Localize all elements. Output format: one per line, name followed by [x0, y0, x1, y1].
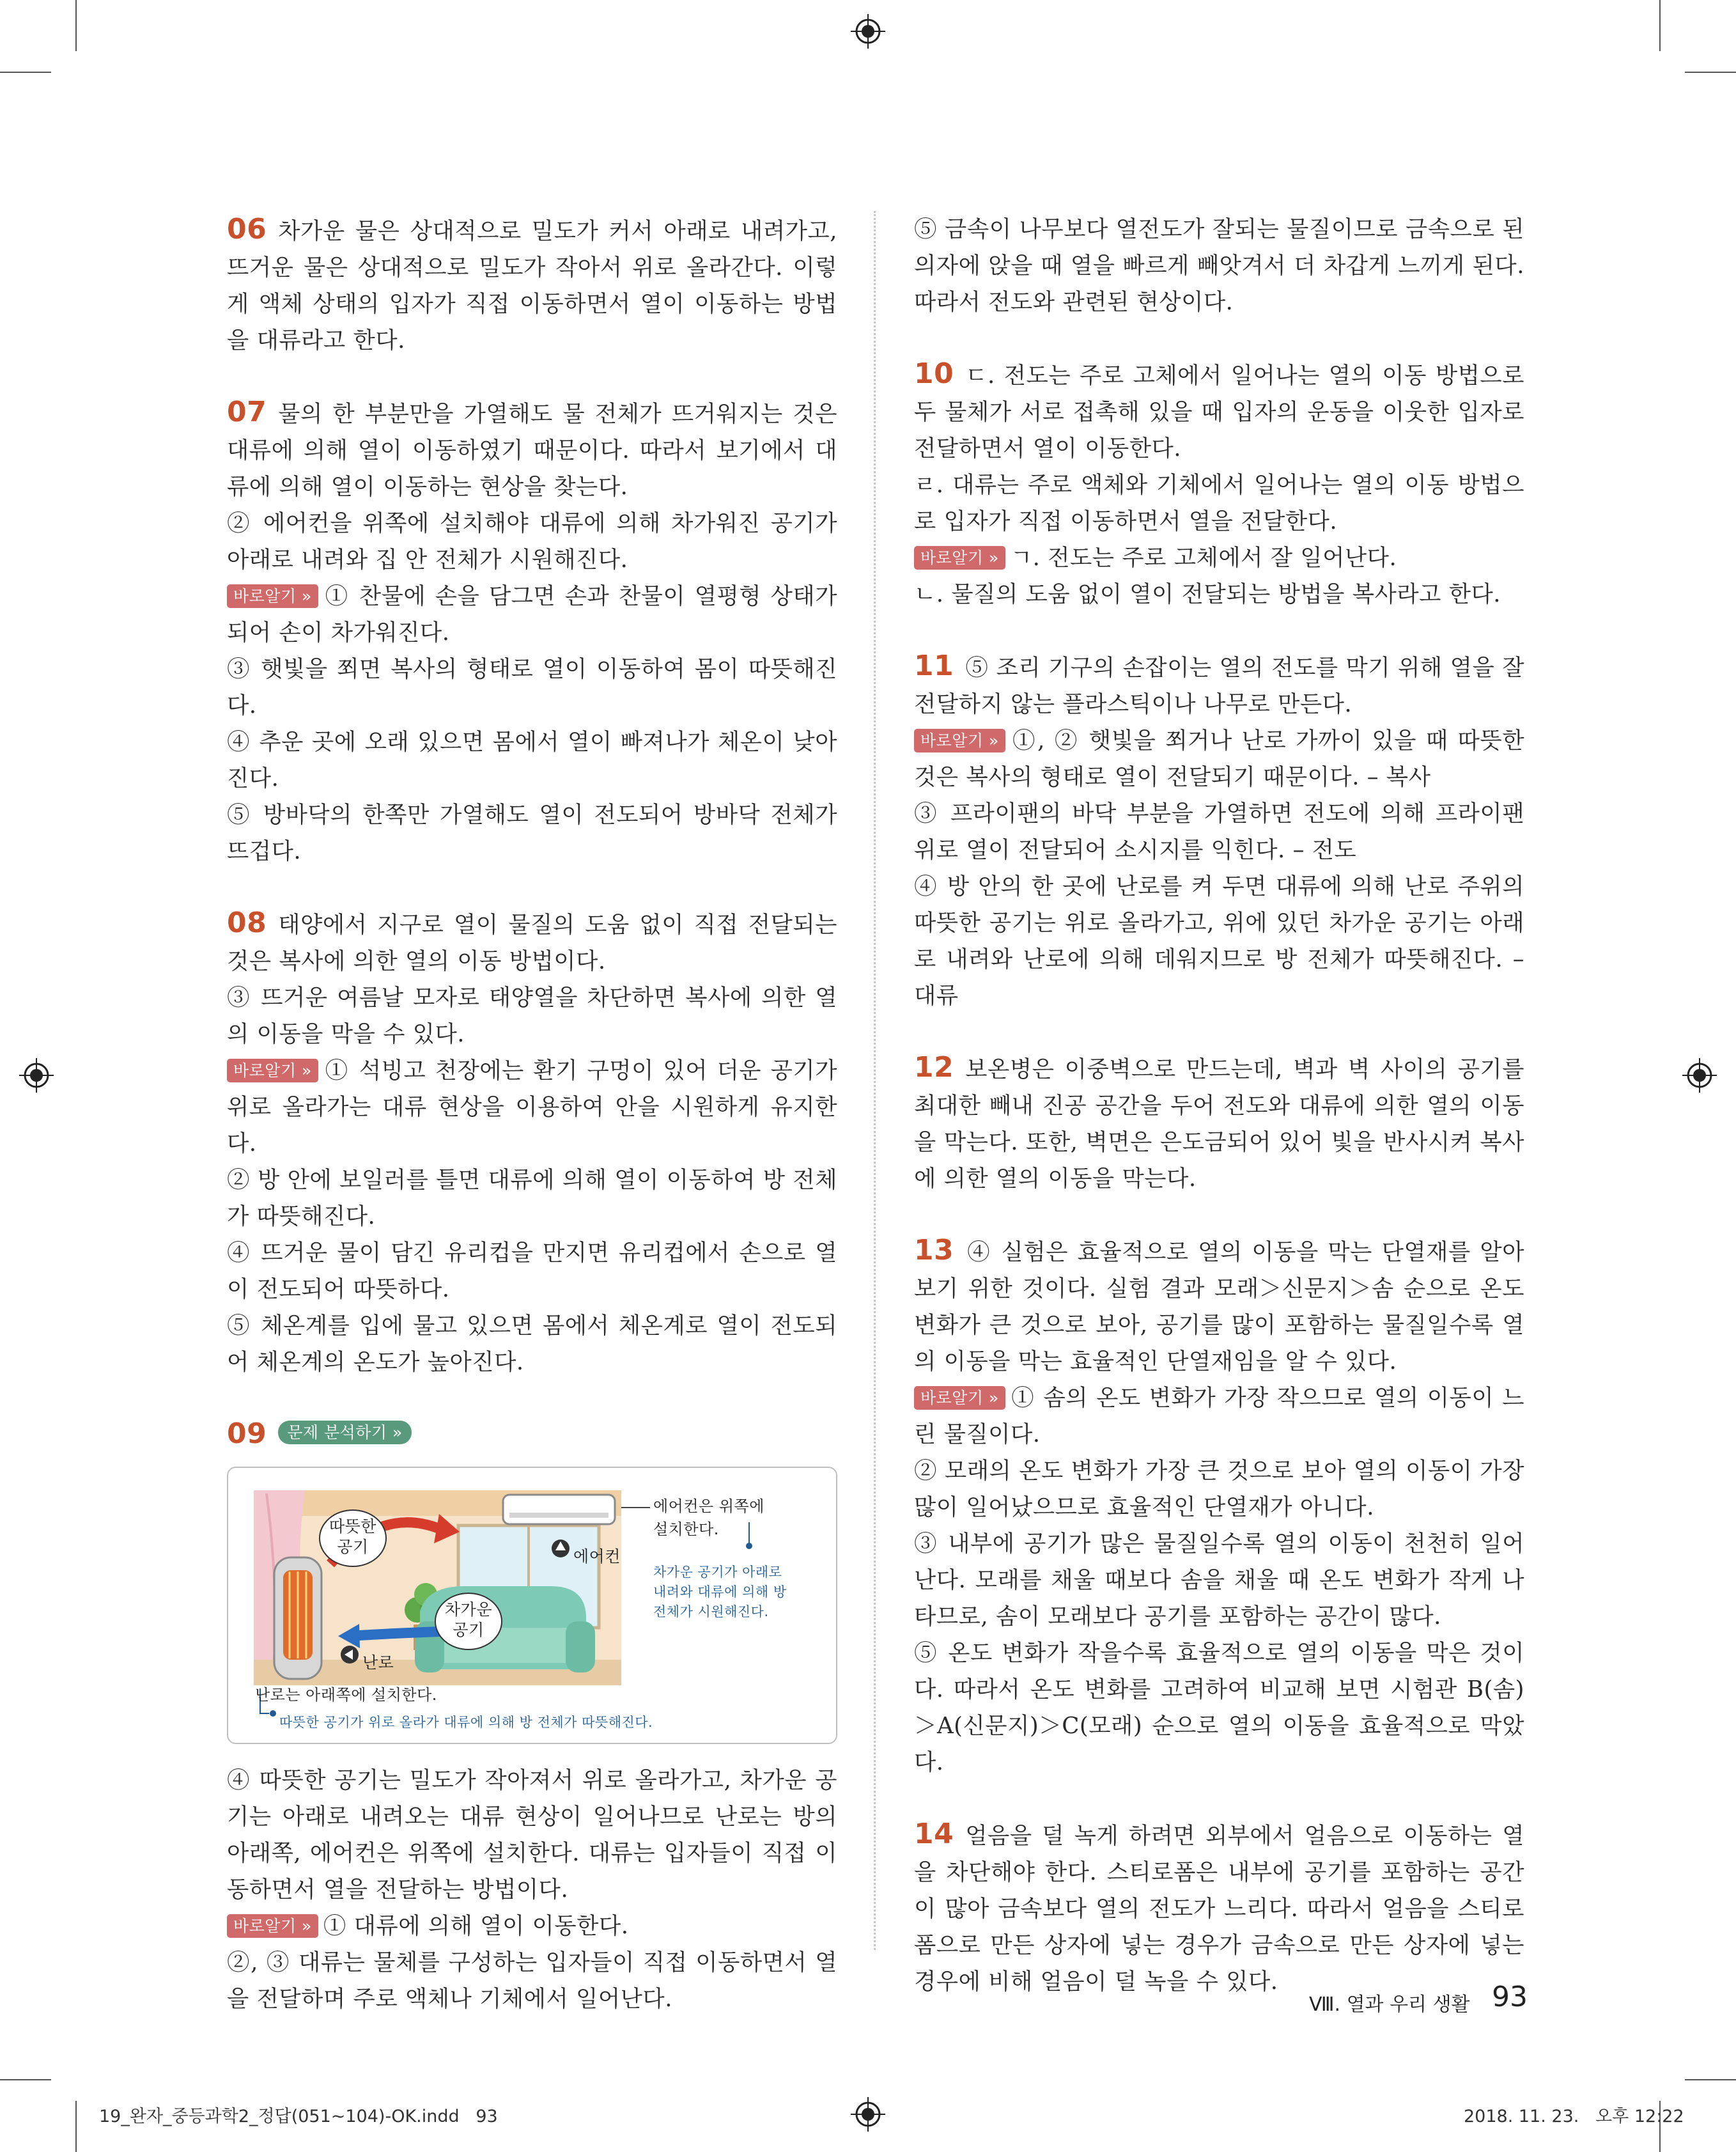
aircon-note: [653, 1495, 764, 1541]
answer-line: ①, ② 햇빛을 쬐거나 난로 가까이 있을 때 따뜻한 것은 복사의 형태로 열이 전달되기 때문이다. – 복사: [914, 728, 1524, 790]
cooling-note: [653, 1563, 787, 1622]
answer-line: ④ 추운 곳에 오래 있으면 몸에서 열이 빠져나가 체온이 낮아진다.: [227, 729, 837, 791]
answer-text: ④ 따뜻한 공기는 밀도가 작아져서 위로 올라가고, 차가운 공기는 아래로 내려오는 대류 현상이 일어나므로 난로는 방의 아래쪽, 에어컨은 위쪽에 설치한다. 대류는 입자들이 직접 이동하면서 열을 전달하는 방법이다.: [227, 1767, 837, 1903]
question-number: 11: [914, 650, 954, 682]
cold-air-label: 차가운 공기: [445, 1600, 492, 1639]
correction-tag: 바로알기 »: [227, 584, 318, 608]
answer-line: ⑤ 방바닥의 한쪽만 가열해도 열이 전도되어 방바닥 전체가 뜨겁다.: [227, 802, 837, 864]
correction-tag: 바로알기 »: [914, 546, 1005, 570]
cooling-note-line: 차가운 공기가 아래로: [653, 1564, 782, 1580]
answer-10: [914, 355, 1524, 612]
answer-line: ㄹ. 대류는 주로 액체와 기체에서 일어나는 열의 이동 방법으로 입자가 직접 이동하면서 열을 전달한다.: [914, 472, 1524, 534]
left-column: [227, 211, 837, 2017]
answer-line: ②, ③ 대류는 물체를 구성하는 입자들이 직접 이동하면서 열을 전달하며 주로 액체나 기체에서 일어난다.: [227, 1949, 837, 2012]
answer-line: ① 솜의 온도 변화가 가장 작으므로 열의 이동이 느린 물질이다.: [914, 1385, 1524, 1447]
crop-mark: [0, 2079, 51, 2080]
warm-air-label: 따뜻한 공기: [329, 1517, 376, 1556]
answer-line: ③ 프라이팬의 바닥 부분을 가열하면 전도에 의해 프라이팬 위로 열이 전달되어 소시지를 익힌다. – 전도: [914, 800, 1524, 863]
aircon-note-line: 에어컨은 위쪽에: [653, 1497, 764, 1515]
registration-mark-icon: [851, 14, 885, 49]
answer-09-continued: [914, 211, 1524, 320]
answer-11: [914, 648, 1524, 1014]
answer-text: 보온병은 이중벽으로 만드는데, 벽과 벽 사이의 공기를 최대한 빼내 진공 공간을 두어 전도와 대류에 의한 열의 이동을 막는다. 또한, 벽면은 은도금되어 있어 빛을 반사시켜 복사에 의한 열의 이동을 막는다.: [914, 1056, 1524, 1192]
file-slug: 19_완자_중등과학2_정답(051~104)-OK.indd 93: [99, 2107, 498, 2126]
answer-08: [227, 905, 837, 1380]
chapter-title: Ⅷ. 열과 우리 생활: [1309, 1993, 1470, 2016]
answer-06: [227, 211, 837, 359]
warm-air-note: 따뜻한 공기가 위로 올라가 대류에 의해 방 전체가 따뜻해진다.: [279, 1715, 653, 1730]
right-column: [914, 211, 1524, 2035]
question-number: 08: [227, 907, 267, 939]
answer-text: 물의 한 부분만을 가열해도 물 전체가 뜨거워지는 것은 대류에 의해 열이 이동하였기 때문이다. 따라서 보기에서 대류에 의해 열이 이동하는 현상을 찾는다.: [227, 401, 837, 500]
question-number: 06: [227, 213, 267, 246]
correction-tag: 바로알기 »: [227, 1059, 318, 1082]
aircon-label: 에어컨: [573, 1547, 621, 1566]
answer-line: ④ 방 안의 한 곳에 난로를 켜 두면 대류에 의해 난로 주위의 따뜻한 공기는 위로 올라가고, 위에 있던 차가운 공기는 아래로 내려와 난로에 의해 데워지므로 방 전체가 따뜻해진다. – 대류: [914, 873, 1524, 1009]
answer-line: ② 모래의 온도 변화가 가장 큰 것으로 보아 열의 이동이 가장 많이 일어났으므로 효율적인 단열재가 아니다.: [914, 1458, 1524, 1520]
heater-note: 난로는 아래쪽에 설치한다.: [255, 1686, 437, 1704]
answer-line: ② 방 안에 보일러를 틀면 대류에 의해 열이 이동하여 방 전체가 따뜻해진다.: [227, 1167, 837, 1229]
question-number: 07: [227, 396, 267, 428]
answer-line: ⑤ 체온계를 입에 물고 있으면 몸에서 체온계로 열이 전도되어 체온계의 온도가 높아진다.: [227, 1313, 837, 1375]
answer-text: 태양에서 지구로 열이 물질의 도움 없이 직접 전달되는 것은 복사에 의한 열의 이동 방법이다.: [227, 912, 837, 974]
answer-12: [914, 1049, 1524, 1197]
registration-mark-icon: [19, 1058, 54, 1093]
answer-07: [227, 394, 837, 869]
answer-line: ㄱ. 전도는 주로 고체에서 잘 일어난다.: [1010, 545, 1397, 571]
crop-mark: [0, 72, 51, 73]
question-number: 09: [227, 1417, 267, 1450]
answer-line: ① 석빙고 천장에는 환기 구멍이 있어 더운 공기가 위로 올라가는 대류 현상을 이용하여 안을 시원하게 유지한다.: [227, 1057, 837, 1157]
answer-line: ⑤ 온도 변화가 작을수록 효율적으로 열의 이동을 막은 것이다. 따라서 온도 변화를 고려하여 비교해 보면 시험관 B(솜)＞A(신문지)＞C(모래) 순으로 열의 이동을 효율적으로 막았다.: [914, 1640, 1524, 1775]
crop-mark: [1659, 0, 1661, 51]
answer-09: [227, 1415, 837, 2017]
question-number: 10: [914, 357, 954, 390]
page-number: 93: [1492, 1981, 1528, 2013]
answer-line: ④ 뜨거운 물이 담긴 유리컵을 만지면 유리컵에서 손으로 열이 전도되어 따뜻하다.: [227, 1240, 837, 1302]
correction-tag: 바로알기 »: [914, 1386, 1005, 1410]
crop-mark: [1685, 72, 1736, 73]
answer-text: ㄷ. 전도는 주로 고체에서 일어나는 열의 이동 방법으로 두 물체가 서로 접촉해 있을 때 입자의 운동을 이웃한 입자로 전달하면서 열이 이동한다.: [914, 363, 1524, 462]
answer-13: [914, 1232, 1524, 1781]
answer-text: ④ 실험은 효율적으로 열의 이동을 막는 단열재를 알아보기 위한 것이다. 실험 결과 모래＞신문지＞솜 순으로 온도 변화가 큰 것으로 보아, 공기를 많이 포함하는 물질일수록 열의 이동을 막는 효율적인 단열재임을 알 수 있다.: [914, 1239, 1524, 1375]
crop-mark: [1685, 2079, 1736, 2080]
answer-line: ③ 햇빛을 쬐면 복사의 형태로 열이 이동하여 몸이 따뜻해진다.: [227, 656, 837, 719]
question-number: 14: [914, 1818, 954, 1850]
answer-line: ⑤ 금속이 나무보다 열전도가 잘되는 물질이므로 금속으로 된 의자에 앉을 때 열을 빠르게 빼앗겨서 더 차갑게 느끼게 된다. 따라서 전도와 관련된 현상이다.: [914, 216, 1524, 315]
column-divider: [874, 211, 876, 1950]
answer-line: ③ 뜨거운 여름날 모자로 태양열을 차단하면 복사에 의한 열의 이동을 막을 수 있다.: [227, 985, 837, 1047]
answer-text: 얼음을 덜 녹게 하려면 외부에서 얼음으로 이동하는 열을 차단해야 한다. 스티로폼은 내부에 공기를 포함하는 공간이 많아 금속보다 열의 전도가 느리다. 따라서 얼음을 스티로폼으로 만든 상자에 넣는 경우가 금속으로 만든 상자에 넣는 경우에 비해 얼음이 덜 녹을 수 있다.: [914, 1823, 1524, 1995]
answer-line: ② 에어컨을 위쪽에 설치해야 대류에 의해 차가워진 공기가 아래로 내려와 집 안 전체가 시원해진다.: [227, 510, 837, 573]
answer-text: 차가운 물은 상대적으로 밀도가 커서 아래로 내려가고, 뜨거운 물은 상대적으로 밀도가 작아서 위로 올라간다. 이렇게 액체 상태의 입자가 직접 이동하면서 열이 이동하는 방법을 대류라고 한다.: [227, 218, 837, 354]
correction-tag: 바로알기 »: [227, 1914, 318, 1938]
cooling-note-line: 내려와 대류에 의해 방: [653, 1584, 787, 1600]
cooling-note-line: 전체가 시원해진다.: [653, 1604, 769, 1619]
analysis-tag: 문제 분석하기 »: [278, 1421, 412, 1444]
print-timestamp: 2018. 11. 23. 오후 12:22: [1464, 2107, 1684, 2126]
question-number: 13: [914, 1234, 954, 1267]
answer-line: ① 대류에 의해 열이 이동한다.: [323, 1913, 629, 1939]
heater-label: 난로: [362, 1653, 394, 1672]
registration-mark-icon: [851, 2097, 885, 2132]
answer-text: ⑤ 조리 기구의 손잡이는 열의 전도를 막기 위해 열을 잘 전달하지 않는 플라스틱이나 나무로 만든다.: [914, 655, 1524, 717]
question-number: 12: [914, 1051, 954, 1084]
answer-line: ① 찬물에 손을 담그면 손과 찬물이 열평형 상태가 되어 손이 차가워진다.: [227, 583, 837, 646]
answer-line: ㄴ. 물질의 도움 없이 열이 전달되는 방법을 복사라고 한다.: [914, 581, 1501, 607]
crop-mark: [75, 0, 77, 51]
correction-tag: 바로알기 »: [914, 729, 1005, 752]
aircon-note-line: 설치한다.: [653, 1520, 719, 1538]
convection-figure: [227, 1467, 837, 1744]
answer-line: ③ 내부에 공기가 많은 물질일수록 열의 이동이 천천히 일어난다. 모래를 채울 때보다 솜을 채울 때 온도 변화가 작게 나타므로, 솜이 모래보다 공기를 포함하는 공간이 많다.: [914, 1531, 1524, 1630]
answer-14: [914, 1816, 1524, 2000]
crop-mark: [75, 2101, 77, 2152]
registration-mark-icon: [1682, 1058, 1717, 1093]
